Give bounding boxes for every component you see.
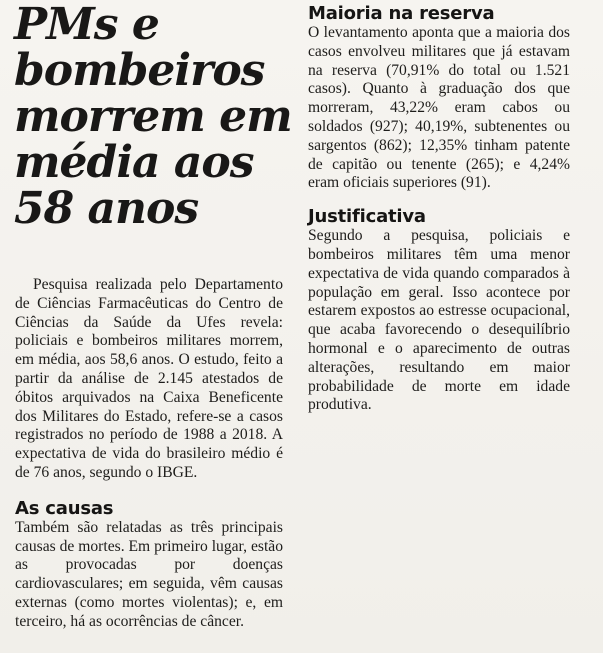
justificativa-paragraph: Segundo a pesquisa, policiais e bombeiros militares têm uma menor expectativa de vida quando comparados à população em geral. Isso acontece por estarem expostos ao estresse ocupacional, que acaba favorecendo o desequilíbrio hormonal e o aparecimento de outras alterações, resultando em maior probabilidade de morte em idade produtiva. xyxy=(308,227,570,414)
right-column xyxy=(308,4,570,415)
reserva-paragraph: O levantamento aponta que a maioria dos casos envolveu militares que já estavam na reserva (70,91% do total ou 1.521 casos). Quanto à graduação dos que morreram, 43,22% eram cabos ou soldados (927); 40,19%, subtenentes ou sargentos (862); 12,35% tinham patente de capitão ou tenente (265); e 4,24% eram oficiais superiores (91). xyxy=(308,24,570,192)
headline: PMs e bombeiros morrem em média aos 58 anos xyxy=(14,0,292,234)
causas-paragraph: Também são relatadas as três principais causas de mortes. Em primeiro lugar, estão as provocadas por doenças cardiovasculares; em seguida, vêm causas externas (como mortes violentas); e, em terceiro, há as ocorrências de câncer. xyxy=(15,518,283,630)
reserva-heading: Maioria na reserva xyxy=(308,3,495,24)
intro-paragraph: Pesquisa realizada pelo Departamento de Ciências Farmacêuticas do Centro de Ciências da Saúde da Ufes revela: policiais e bombeiros militares morrem, em média, aos 58,6 anos. O estudo, feito a partir da análise de 2.145 atestados de óbitos arquivados na Caixa Beneficente dos Militares do Estado, refere-se a casos registrados no período de 1988 a 2018. A expectativa de vida do brasileiro médio é de 76 anos, segundo o IBGE. xyxy=(15,276,283,481)
left-column xyxy=(15,276,283,632)
causas-heading: As causas xyxy=(15,497,114,519)
justificativa-heading: Justificativa xyxy=(308,206,426,228)
